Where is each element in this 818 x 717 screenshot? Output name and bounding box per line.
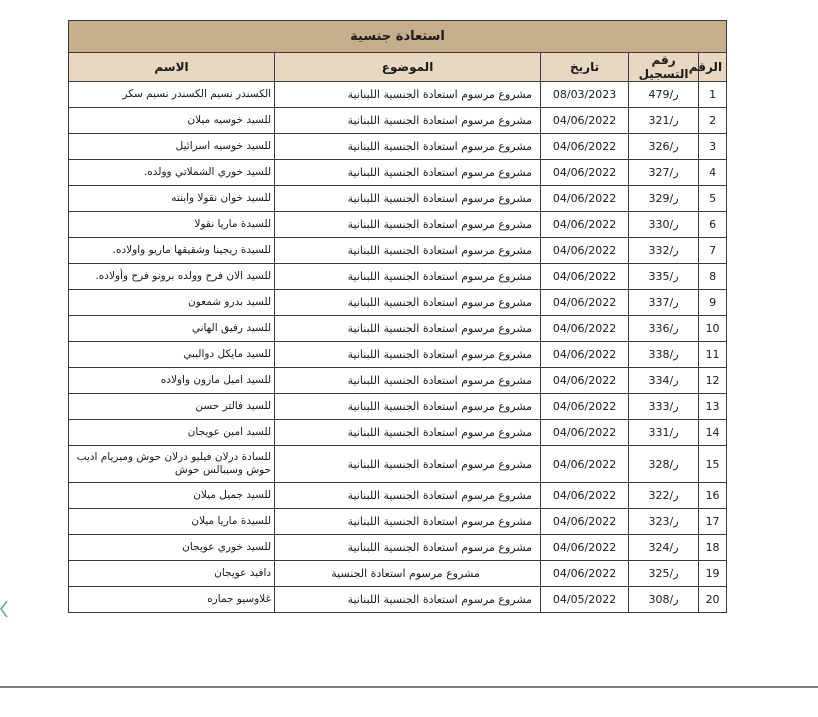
table-row bbox=[69, 316, 727, 342]
cell-name: للسيد اميل مارون واولاده bbox=[69, 368, 275, 394]
cell-subject: مشروع مرسوم استعادة الجنسية اللبنانية bbox=[275, 446, 541, 483]
table-row bbox=[69, 186, 727, 212]
cell-name: للسيد بدرو شمعون bbox=[69, 290, 275, 316]
table-row bbox=[69, 342, 727, 368]
cell-date: 04/06/2022 bbox=[541, 561, 629, 587]
cell-date: 04/06/2022 bbox=[541, 394, 629, 420]
cell-reg: 334/ر bbox=[629, 368, 699, 394]
cell-subject: مشروع مرسوم استعادة الجنسية اللبنانية bbox=[275, 587, 541, 613]
cell-num: 14 bbox=[699, 420, 727, 446]
cell-num: 15 bbox=[699, 446, 727, 483]
header-subject: الموضوع bbox=[275, 53, 541, 82]
header-num: الرقم bbox=[699, 53, 727, 82]
cell-reg: 321/ر bbox=[629, 108, 699, 134]
table-row bbox=[69, 212, 727, 238]
cell-name: للسيد خوسيه ميلان bbox=[69, 108, 275, 134]
table-row bbox=[69, 134, 727, 160]
cell-date: 08/03/2023 bbox=[541, 82, 629, 108]
header-date: تاريخ bbox=[541, 53, 629, 82]
cell-num: 1 bbox=[699, 82, 727, 108]
cell-subject: مشروع مرسوم استعادة الجنسية اللبنانية bbox=[275, 264, 541, 290]
cell-date: 04/06/2022 bbox=[541, 160, 629, 186]
cell-num: 10 bbox=[699, 316, 727, 342]
cell-subject: مشروع مرسوم استعادة الجنسية اللبنانية bbox=[275, 535, 541, 561]
cell-date: 04/06/2022 bbox=[541, 368, 629, 394]
cell-date: 04/06/2022 bbox=[541, 446, 629, 483]
table-row bbox=[69, 394, 727, 420]
cell-name: للسيد جميل ميلان bbox=[69, 483, 275, 509]
cell-num: 9 bbox=[699, 290, 727, 316]
cell-subject: مشروع مرسوم استعادة الجنسية اللبنانية bbox=[275, 394, 541, 420]
cell-num: 7 bbox=[699, 238, 727, 264]
cell-num: 8 bbox=[699, 264, 727, 290]
cell-date: 04/06/2022 bbox=[541, 483, 629, 509]
cell-name: للسيدة ريجينا وشقيقها ماريو واولاده. bbox=[69, 238, 275, 264]
cell-date: 04/06/2022 bbox=[541, 290, 629, 316]
cell-subject: مشروع مرسوم استعادة الجنسية اللبنانية bbox=[275, 134, 541, 160]
table-row bbox=[69, 483, 727, 509]
cell-name: للسيد خوري عويجان bbox=[69, 535, 275, 561]
table-header-row bbox=[69, 53, 727, 82]
cell-subject: مشروع مرسوم استعادة الجنسية اللبنانية bbox=[275, 160, 541, 186]
cell-name: للسيد خوسيه اسرائيل bbox=[69, 134, 275, 160]
table-row bbox=[69, 264, 727, 290]
cell-name: غلاوسيو جماره bbox=[69, 587, 275, 613]
table-row bbox=[69, 446, 727, 483]
cell-reg: 329/ر bbox=[629, 186, 699, 212]
cell-num: 20 bbox=[699, 587, 727, 613]
cell-reg: 324/ر bbox=[629, 535, 699, 561]
cell-subject: مشروع مرسوم استعادة الجنسية اللبنانية bbox=[275, 238, 541, 264]
header-name: الاسم bbox=[69, 53, 275, 82]
cell-subject: مشروع مرسوم استعادة الجنسية اللبنانية bbox=[275, 290, 541, 316]
cell-num: 13 bbox=[699, 394, 727, 420]
cell-date: 04/06/2022 bbox=[541, 342, 629, 368]
cell-name: للسادة درلان فيليو درلان حوش وميريام اديب حوش وسيبالس حوش bbox=[69, 446, 275, 483]
cell-subject: مشروع مرسوم استعادة الجنسية اللبنانية bbox=[275, 186, 541, 212]
cell-date: 04/06/2022 bbox=[541, 316, 629, 342]
cell-date: 04/06/2022 bbox=[541, 509, 629, 535]
cell-subject: مشروع مرسوم استعادة الجنسية bbox=[275, 561, 541, 587]
cell-num: 18 bbox=[699, 535, 727, 561]
cell-reg: 331/ر bbox=[629, 420, 699, 446]
cell-num: 17 bbox=[699, 509, 727, 535]
cell-subject: مشروع مرسوم استعادة الجنسية اللبنانية bbox=[275, 212, 541, 238]
cell-subject: مشروع مرسوم استعادة الجنسية اللبنانية bbox=[275, 108, 541, 134]
cell-date: 04/06/2022 bbox=[541, 186, 629, 212]
table-row bbox=[69, 587, 727, 613]
cell-date: 04/05/2022 bbox=[541, 587, 629, 613]
cell-num: 4 bbox=[699, 160, 727, 186]
table-row bbox=[69, 290, 727, 316]
cell-name: للسيدة ماريا نقولا bbox=[69, 212, 275, 238]
cell-name: للسيد رفيق الهاني bbox=[69, 316, 275, 342]
table-row bbox=[69, 420, 727, 446]
cell-subject: مشروع مرسوم استعادة الجنسية اللبنانية bbox=[275, 509, 541, 535]
table-row bbox=[69, 509, 727, 535]
cell-name: للسيد امين عويجان bbox=[69, 420, 275, 446]
chevron-left-icon bbox=[0, 598, 8, 620]
cell-num: 16 bbox=[699, 483, 727, 509]
cell-reg: 323/ر bbox=[629, 509, 699, 535]
cell-date: 04/06/2022 bbox=[541, 108, 629, 134]
cell-reg: 336/ر bbox=[629, 316, 699, 342]
cell-num: 6 bbox=[699, 212, 727, 238]
cell-subject: مشروع مرسوم استعادة الجنسية اللبنانية bbox=[275, 420, 541, 446]
cell-reg: 333/ر bbox=[629, 394, 699, 420]
cell-reg: 322/ر bbox=[629, 483, 699, 509]
cell-name: للسيد خوري الشملاتي وولده. bbox=[69, 160, 275, 186]
table-title: استعادة جنسية bbox=[69, 21, 727, 53]
cell-subject: مشروع مرسوم استعادة الجنسية اللبنانية bbox=[275, 368, 541, 394]
table-row bbox=[69, 82, 727, 108]
cell-reg: 335/ر bbox=[629, 264, 699, 290]
cell-name: الكسندر نسيم الكسندر نسيم سكر bbox=[69, 82, 275, 108]
cell-reg: 328/ر bbox=[629, 446, 699, 483]
chevron-left-icon-stroke bbox=[1, 601, 7, 617]
cell-reg: 332/ر bbox=[629, 238, 699, 264]
table-row bbox=[69, 160, 727, 186]
cell-reg: 308/ر bbox=[629, 587, 699, 613]
cell-name: للسيد خوان نقولا وابنته bbox=[69, 186, 275, 212]
cell-subject: مشروع مرسوم استعادة الجنسية اللبنانية bbox=[275, 316, 541, 342]
naturalization-table bbox=[68, 20, 727, 613]
cell-date: 04/06/2022 bbox=[541, 212, 629, 238]
table-title-row bbox=[69, 21, 727, 53]
cell-num: 3 bbox=[699, 134, 727, 160]
cell-name: دافيد عويجان bbox=[69, 561, 275, 587]
cell-date: 04/06/2022 bbox=[541, 535, 629, 561]
cell-subject: مشروع مرسوم استعادة الجنسية اللبنانية bbox=[275, 483, 541, 509]
cell-num: 2 bbox=[699, 108, 727, 134]
cell-name: للسيدة ماريا ميلان bbox=[69, 509, 275, 535]
cell-reg: 326/ر bbox=[629, 134, 699, 160]
cell-subject: مشروع مرسوم استعادة الجنسية اللبنانية bbox=[275, 342, 541, 368]
cell-name: للسيد مايكل دواليبي bbox=[69, 342, 275, 368]
cell-date: 04/06/2022 bbox=[541, 264, 629, 290]
cell-name: للسيد فالتر حسن bbox=[69, 394, 275, 420]
table-row bbox=[69, 108, 727, 134]
cell-reg: 330/ر bbox=[629, 212, 699, 238]
table-row bbox=[69, 368, 727, 394]
header-reg: رقم التسجيل bbox=[629, 53, 699, 82]
cell-reg: 325/ر bbox=[629, 561, 699, 587]
table-row bbox=[69, 561, 727, 587]
cell-num: 19 bbox=[699, 561, 727, 587]
cell-date: 04/06/2022 bbox=[541, 420, 629, 446]
cell-reg: 327/ر bbox=[629, 160, 699, 186]
table-row bbox=[69, 238, 727, 264]
cell-num: 12 bbox=[699, 368, 727, 394]
cell-name: للسيد الان فرح وولده برونو فرح وأولاده. bbox=[69, 264, 275, 290]
cell-reg: 337/ر bbox=[629, 290, 699, 316]
cell-num: 5 bbox=[699, 186, 727, 212]
cell-reg: 338/ر bbox=[629, 342, 699, 368]
page-divider bbox=[0, 686, 818, 688]
table-row bbox=[69, 535, 727, 561]
cell-date: 04/06/2022 bbox=[541, 238, 629, 264]
cell-reg: 479/ر bbox=[629, 82, 699, 108]
cell-subject: مشروع مرسوم استعادة الجنسية اللبنانية bbox=[275, 82, 541, 108]
cell-num: 11 bbox=[699, 342, 727, 368]
cell-date: 04/06/2022 bbox=[541, 134, 629, 160]
